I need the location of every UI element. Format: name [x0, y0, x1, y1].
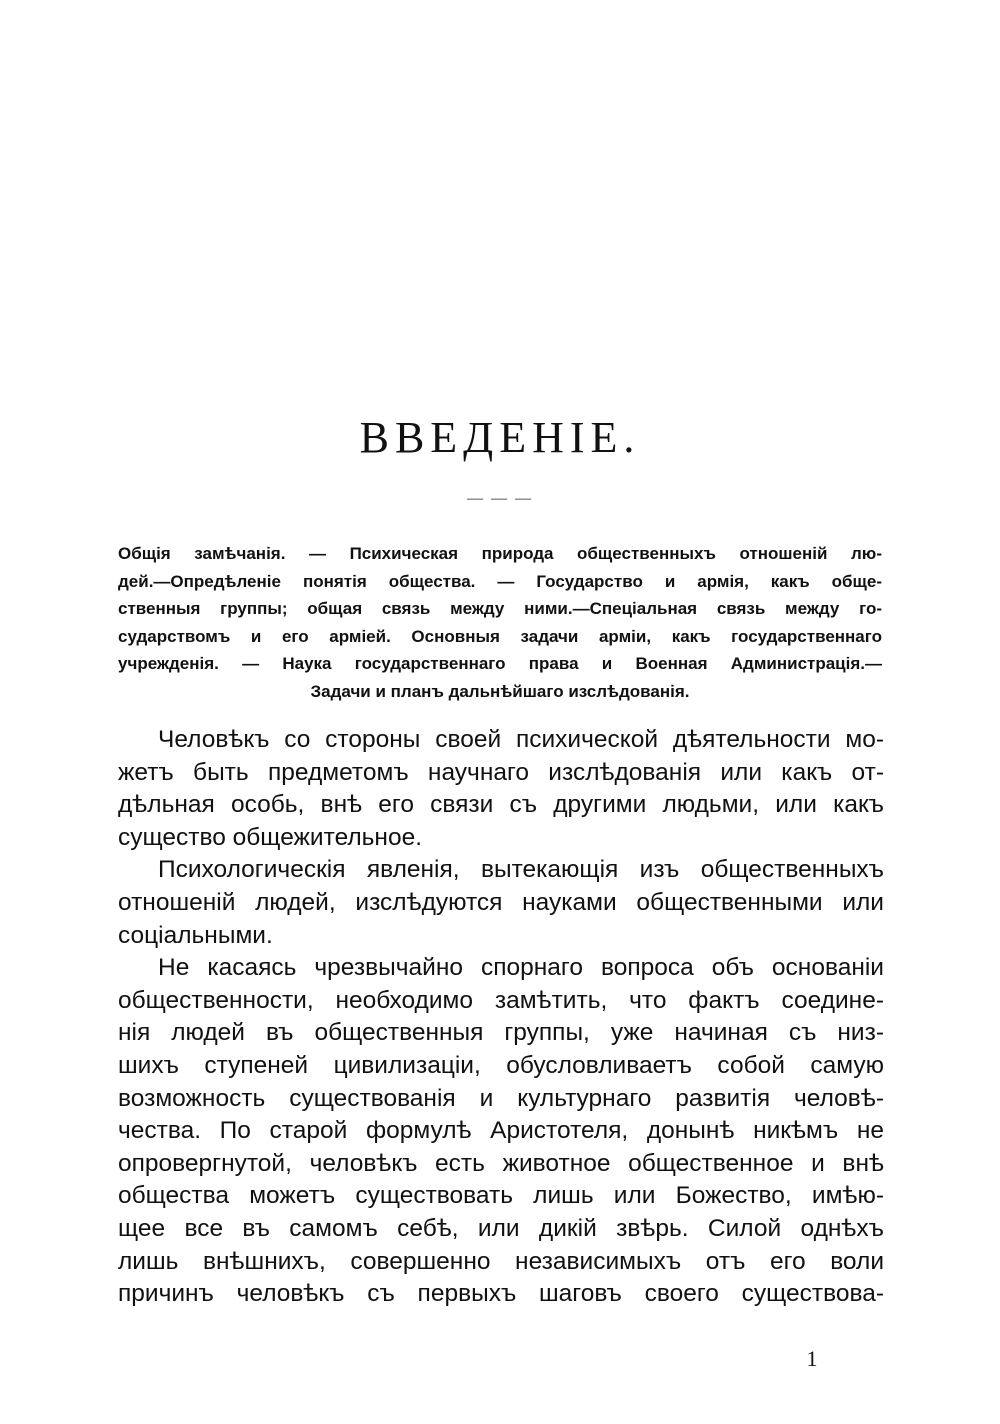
body-line: отношеній людей, изслѣдуются науками общественными или	[118, 888, 884, 916]
summary-line: дей.—Опредѣленіе понятія общества. — Государство и армія, какъ обще-	[118, 571, 882, 591]
body-line: общественности, необходимо замѣтить, что фактъ соедине-	[118, 986, 884, 1014]
summary-line: сударствомъ и его арміей. Основныя задачи арміи, какъ государственнаго	[118, 626, 882, 646]
body-line: Человѣкъ со стороны своей психической дѣятельности мо-	[158, 726, 884, 753]
body-line: возможность существованія и культурнаго развитія человѣ-	[118, 1084, 884, 1112]
title-rule: — — —	[467, 490, 533, 507]
summary-line: ственныя группы; общая связь между ними.—Спеціальная связь между го-	[118, 599, 882, 618]
body-line: существо общежительное.	[118, 823, 423, 851]
body-line: опровергнутой, человѣкъ есть животное общественное и внѣ	[118, 1149, 884, 1177]
body-line: лишь внѣшнихъ, совершенно независимыхъ отъ его воли	[118, 1247, 884, 1275]
body-line: щее все въ самомъ себѣ, или дикій звѣрь. Силой однѣхъ	[118, 1214, 884, 1242]
body-line: Психологическія явленія, вытекающія изъ общественныхъ	[158, 856, 884, 884]
summary-line: учрежденія. — Наука государственнаго права и Военная Администрація.—	[118, 654, 882, 673]
page-number: 1	[806, 1346, 818, 1371]
body-line: жетъ быть предметомъ научнаго изслѣдованія или какъ от-	[118, 758, 884, 786]
chapter-summary	[118, 540, 882, 705]
body-line: общества можетъ существовать лишь или Божество, имѣю-	[118, 1182, 884, 1210]
summary-line: Общія замѣчанія. — Психическая природа общественныхъ отношеній лю-	[118, 544, 882, 563]
body-line: нія людей въ общественныя группы, уже начиная съ низ-	[118, 1019, 884, 1047]
body-text	[118, 724, 884, 1311]
body-line: чества. По старой формулѣ Аристотеля, донынѣ никѣмъ не	[118, 1117, 884, 1145]
body-line: причинъ человѣкъ съ первыхъ шаговъ своего существова-	[118, 1280, 884, 1308]
body-line: соціальными.	[118, 921, 273, 949]
body-line: шихъ ступеней цивилизаціи, обусловливаетъ собой самую	[118, 1051, 884, 1079]
body-line: дѣльная особь, внѣ его связи съ другими людьми, или какъ	[118, 791, 884, 819]
body-line: Не касаясь чрезвычайно спорнаго вопроса объ основаніи	[158, 954, 884, 982]
chapter-title: ВВЕДЕНІЕ.	[359, 413, 641, 462]
summary-line: Задачи и планъ дальнѣйшаго изслѣдованія.	[310, 681, 690, 701]
